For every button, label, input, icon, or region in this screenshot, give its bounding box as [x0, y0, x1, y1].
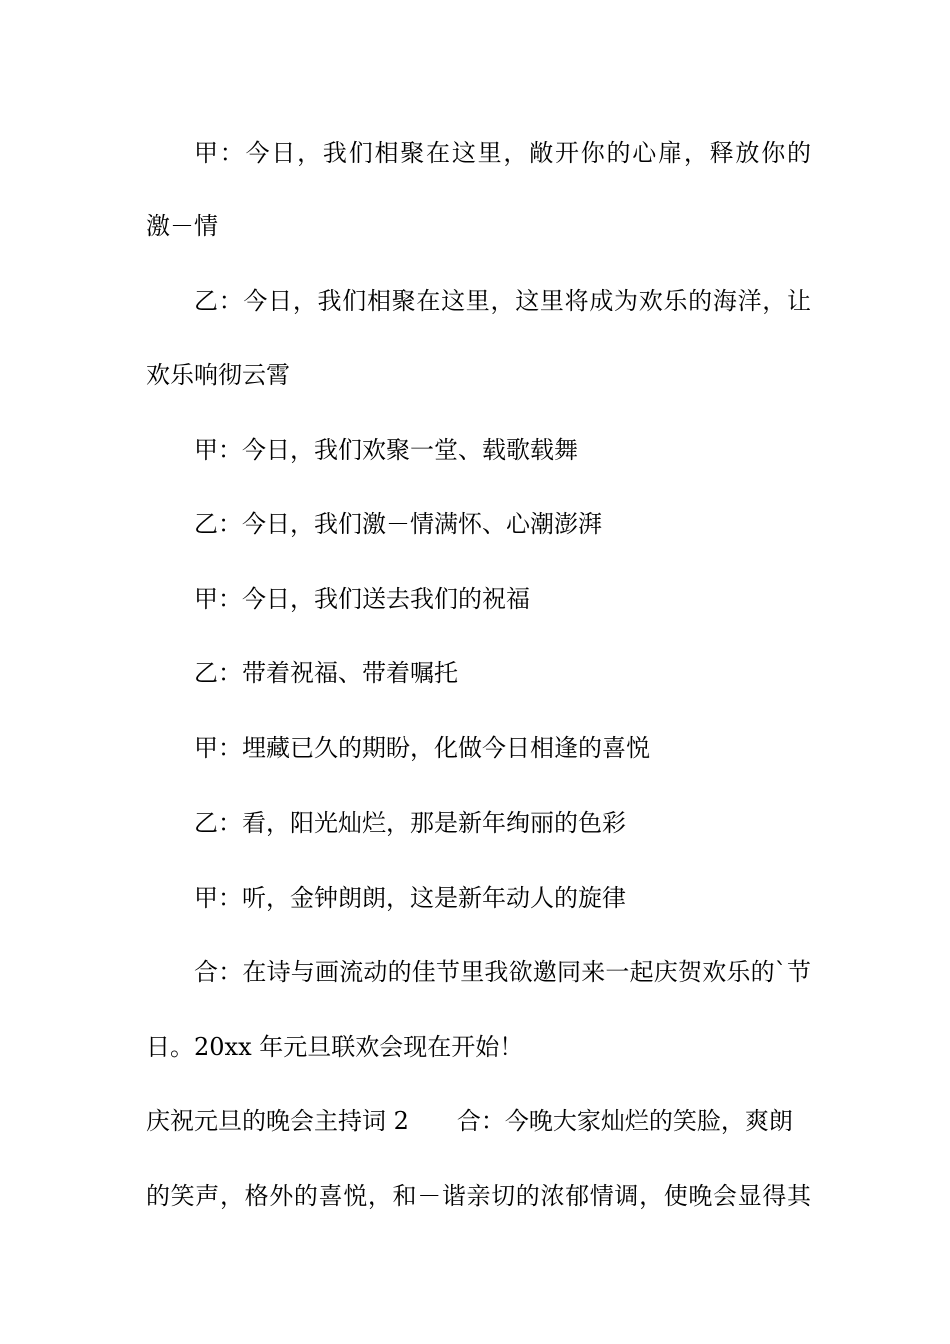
section-first-line — [146, 1106, 811, 1136]
section-text: 合：今晚大家灿烂的笑脸，爽朗 — [456, 1107, 793, 1135]
paragraph-line: 乙：今日，我们激－情满怀、心潮澎湃 — [194, 510, 602, 538]
paragraph-line: 甲：今日，我们欢聚一堂、载歌载舞 — [194, 436, 578, 464]
paragraph-line: 甲：今日，我们送去我们的祝福 — [194, 585, 530, 613]
section-heading: 庆祝元旦的晚会主持词 2 — [146, 1107, 409, 1135]
paragraph-line: 乙：看，阳光灿烂，那是新年绚丽的色彩 — [194, 809, 626, 837]
paragraph-line: 的笑声，格外的喜悦，和－谐亲切的浓郁情调，使晚会显得其 — [146, 1182, 811, 1210]
paragraph-line: 甲：今日，我们相聚在这里，敞开你的心扉，释放你的 — [194, 139, 811, 167]
paragraph-line: 激－情 — [146, 212, 218, 240]
paragraph-line: 欢乐响彻云霄 — [146, 361, 290, 389]
paragraph-line: 乙：带着祝福、带着嘱托 — [194, 659, 458, 687]
paragraph-line: 日。20xx 年元旦联欢会现在开始！ — [146, 1033, 524, 1061]
paragraph-line: 乙：今日，我们相聚在这里，这里将成为欢乐的海洋，让 — [194, 287, 811, 315]
paragraph-line: 甲：埋藏已久的期盼，化做今日相逢的喜悦 — [194, 734, 650, 762]
paragraph-line: 合：在诗与画流动的佳节里我欲邀同来一起庆贺欢乐的`节 — [194, 958, 811, 986]
paragraph-line: 甲：听，金钟朗朗，这是新年动人的旋律 — [194, 884, 626, 912]
